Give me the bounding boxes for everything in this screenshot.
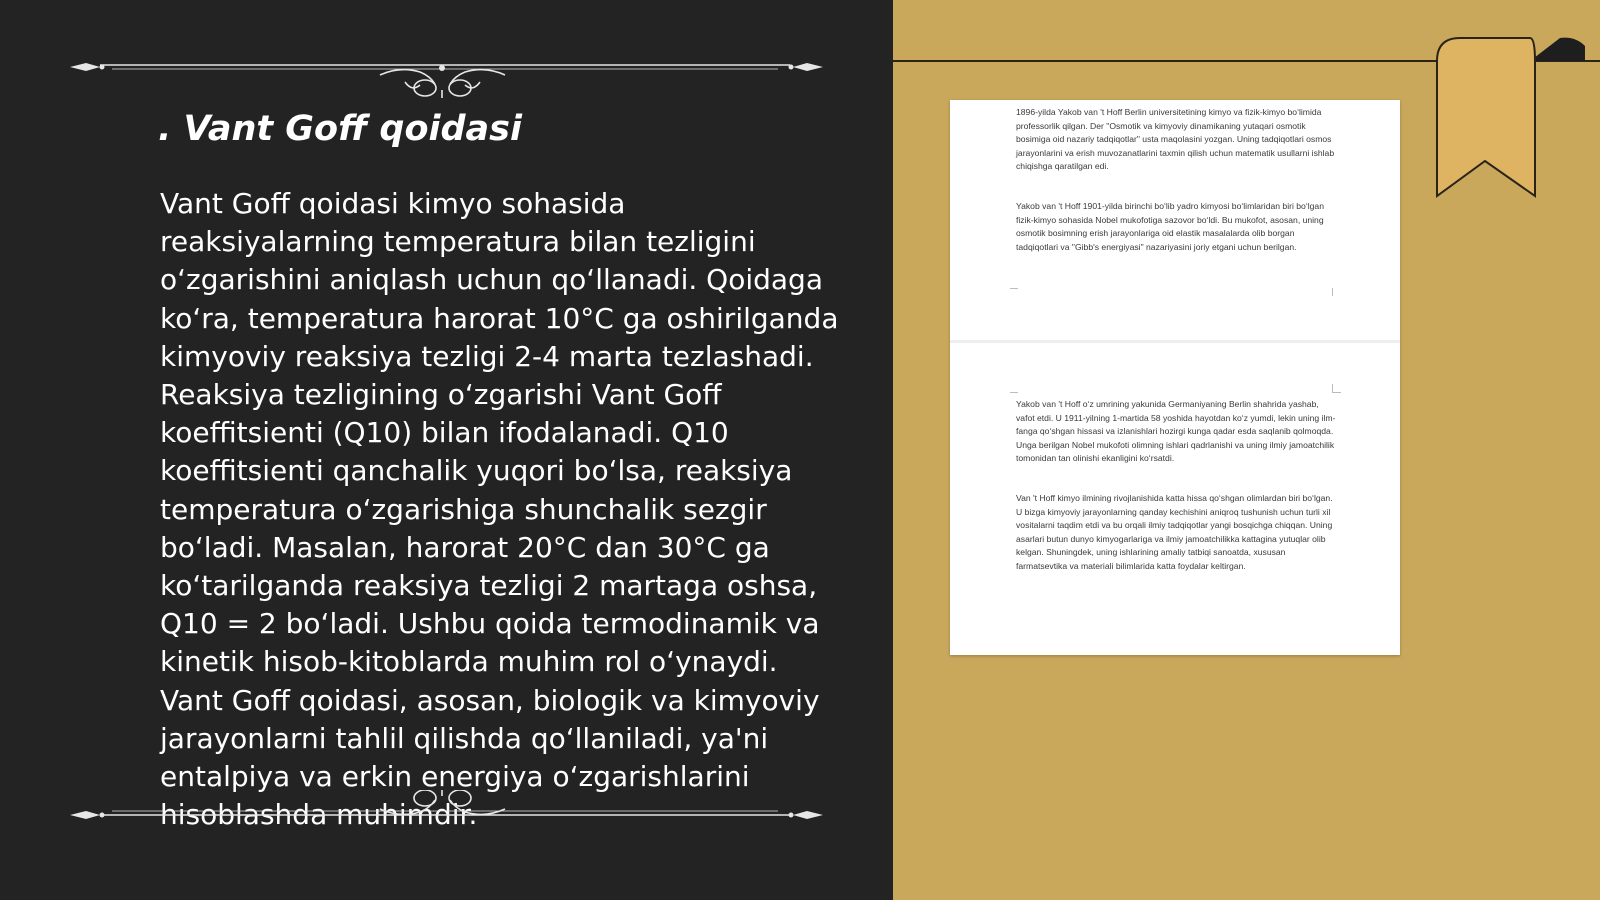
slide-body-text: Vant Goff qoidasi kimyo sohasida reaksiyalarning temperatura bilan tezligini o‘zgarishini aniqlash uchun qo‘llanadi. Qoidaga ko‘ra, temperatura harorat 10°C ga oshirilganda kimyoviy reaksiya tezligi 2-4 marta tezlashadi. Reaksiya tezligining o‘zgarishi Vant Goff koeffitsienti (Q10) bilan ifodalanadi. Q10 koeffitsienti qanchalik yuqori bo‘lsa, reaksiya temperatura o‘zgarishiga shunchalik sezgir bo‘ladi. Masalan, harorat 20°C dan 30°C ga ko‘tarilganda reaksiya tezligi 2 martaga oshsa, Q10 = 2 bo‘ladi. Ushbu qoida termodinamik va kinetik hisob-kitoblarda muhim rol o‘ynaydi. Vant Goff qoidasi, asosan, biologik va kimyoviy jarayonlarni tahlil qilishda qo‘llaniladi, ya'ni entalpiya va erkin energiya o‘zgarishlarini hisoblashda muhimdir. [160, 187, 839, 832]
document-paragraph: 1896-yilda Yakob van 't Hoff Berlin universitetining kimyo va fizik-kimyo bo‘limida professorlik qilgan. Der "Osmotik va kimyoviy dinamikaning yutaqari osmotik bosimiga oid nazariy tadqiqotlar" usta maqolasini yozgan. Uning tadqiqotlari osmos jarayonlarini va erish muvozanatlarini taxmin qilish uchun matematik usullarni ishlab chiqishga qaratilgan edi. [1016, 107, 1335, 171]
slide-title: . Vant Goff qoidasi [158, 109, 522, 149]
crop-mark [1010, 288, 1018, 297]
crop-mark [1332, 288, 1341, 296]
document-paragraph: Yakob van 't Hoff o‘z umrining yakunida Germaniyaning Berlin shahrida yashab, vafot etdi. U 1911-yilning 1-martida 58 yoshida hayotdan ko‘z yumdi, lekin uning ilm-fanga qo‘shgan hissasi va izlanishlari hozirgi kunga qadar esda saqlanib qolmoqda. Unga berilgan Nobel mukofoti olimning ishlari qadrlanishi va uning ilmiy jamoatchilik tomonidan tan olinishi ekanligini ko‘rsatdi. [1016, 399, 1336, 463]
top-flourish-ornament-icon [0, 38, 893, 98]
document-paragraph: Van 't Hoff kimyo ilmining rivojlanishida katta hissa qo‘shgan olimlardan biri bo‘lgan. U bizga kimyoviy jarayonlarning qanday kechishini aniqroq tushunish uchun turli xil vositalarni taqdim etdi va bu orqali ilmiy tadqiqotlar yangi bosqichga chiqqan. Uning asarlari butun dunyo kimyogarlariga va ilmiy jamoatchilikka kattagina yutuqlar olib kelgan. Shuningdek, uning ishlarining amaliy tatbiqi sanoatda, xususan farmatsevtika va materiali bilimlarida katta foydalar keltirgan. [1016, 493, 1333, 571]
document-preview [950, 100, 1400, 655]
crop-mark [1010, 384, 1018, 393]
bottom-flourish-ornament-icon [0, 790, 893, 850]
crop-mark [1332, 384, 1341, 393]
page-break [950, 340, 1400, 343]
document-paragraph: Yakob van 't Hoff 1901-yilda birinchi bo‘lib yadro kimyosi bo‘limlaridan biri bo‘lgan fizik-kimyo sohasida Nobel mukofotiga sazovor bo‘ldi. Bu mukofot, asosan, uning osmotik bosimning erish jarayonlariga oid elastik masalalarda olib borgan tadqiqotlari va "Gibb's energiyasi" nazariyasini joriy etgani uchun berilgan. [1016, 201, 1324, 252]
bookmark-ribbon-icon [1435, 36, 1595, 201]
